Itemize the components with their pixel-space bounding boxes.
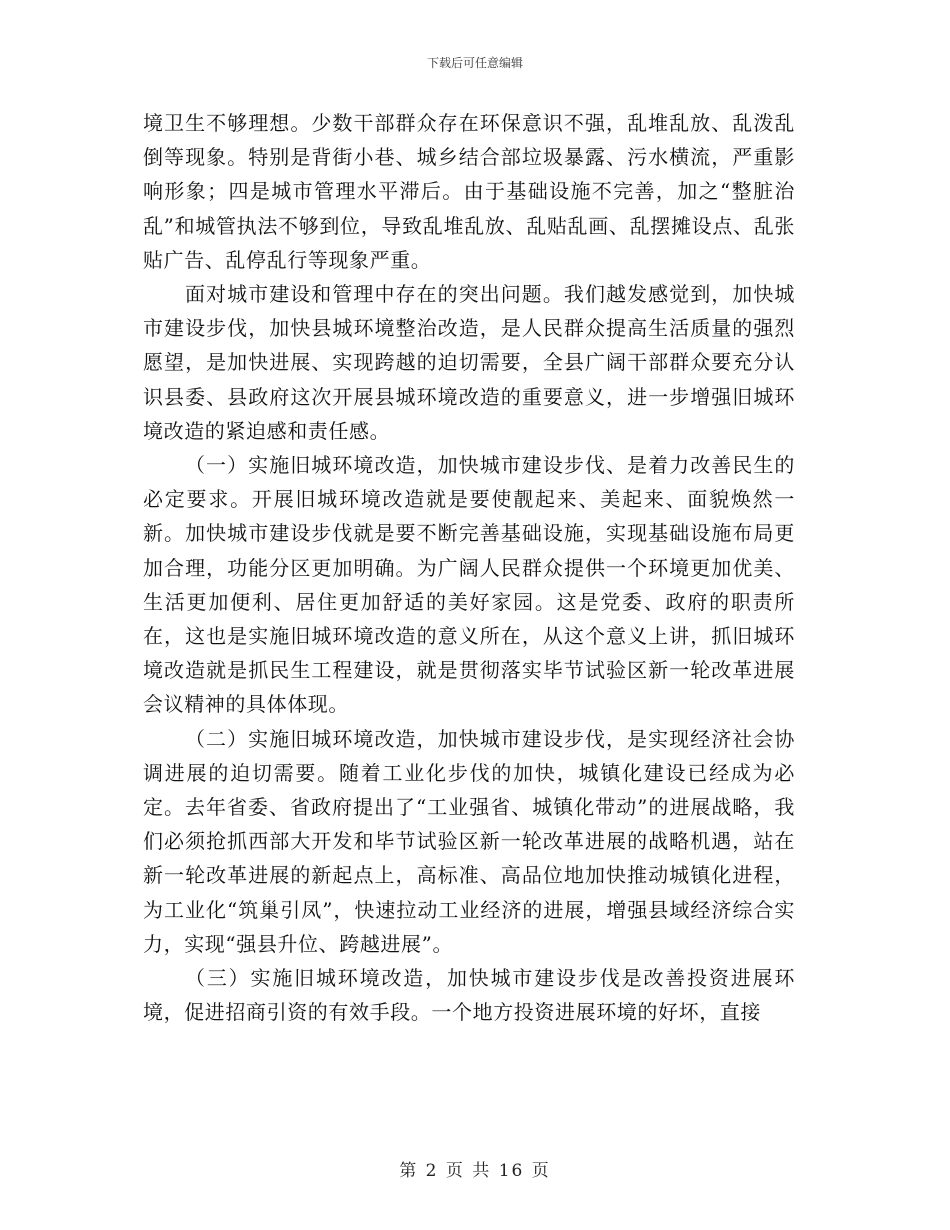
page-footer: 第 2 页 共 16 页 [399, 1161, 551, 1181]
paragraph: 面对城市建设和管理中存在的突出问题。我们越发感觉到，加快城市建设步伐，加快县城环境整治改造，是人民群众提高生活质量的强烈愿望，是加快进展、实现跨越的迫切需要，全县广阔干部群众要充分认识县委、县政府这次开展县城环境改造的重要意义，进一步增强旧城环境改造的紧迫感和责任感。 [143, 282, 795, 443]
document-body [143, 106, 795, 1029]
page-header: 下载后可任意编辑 [426, 56, 523, 70]
paragraph: （一）实施旧城环境改造，加快城市建设步伐、是着力改善民生的必定要求。开展旧城环境改造就是要使靓起来、美起来、面貌焕然一新。加快城市建设步伐就是要不断完善基础设施，实现基础设施布局更加合理，功能分区更加明确。为广阔人民群众提供一个环境更加优美、生活更加便利、居住更加舒适的美好家园。这是党委、政府的职责所在，这也是实施旧城环境改造的意义所在，从这个意义上讲，抓旧城环境改造就是抓民生工程建设，就是贯彻落实毕节试验区新一轮改革进展会议精神的具体体现。 [143, 453, 795, 717]
paragraph: （三）实施旧城环境改造，加快城市建设步伐是改善投资进展环境，促进招商引资的有效手段。一个地方投资进展环境的好坏，直接 [143, 966, 795, 1025]
paragraph: （二）实施旧城环境改造，加快城市建设步伐，是实现经济社会协调进展的迫切需要。随着工业化步伐的加快，城镇化建设已经成为必定。去年省委、省政府提出了“工业强省、城镇化带动”的进展战略，我们必须抢抓西部大开发和毕节试验区新一轮改革进展的战略机遇，站在新一轮改革进展的新起点上，高标准、高品位地加快推动城镇化进程，为工业化“筑巢引凤”，快速拉动工业经济的进展，增强县域经济综合实力，实现“强县升位、跨越进展”。 [143, 726, 795, 956]
paragraph: 境卫生不够理想。少数干部群众存在环保意识不强，乱堆乱放、乱泼乱倒等现象。特别是背街小巷、城乡结合部垃圾暴露、污水横流，严重影响形象；四是城市管理水平滞后。由于基础设施不完善，加之“整脏治乱”和城管执法不够到位，导致乱堆乱放、乱贴乱画、乱摆摊设点、乱张贴广告、乱停乱行等现象严重。 [143, 111, 795, 272]
